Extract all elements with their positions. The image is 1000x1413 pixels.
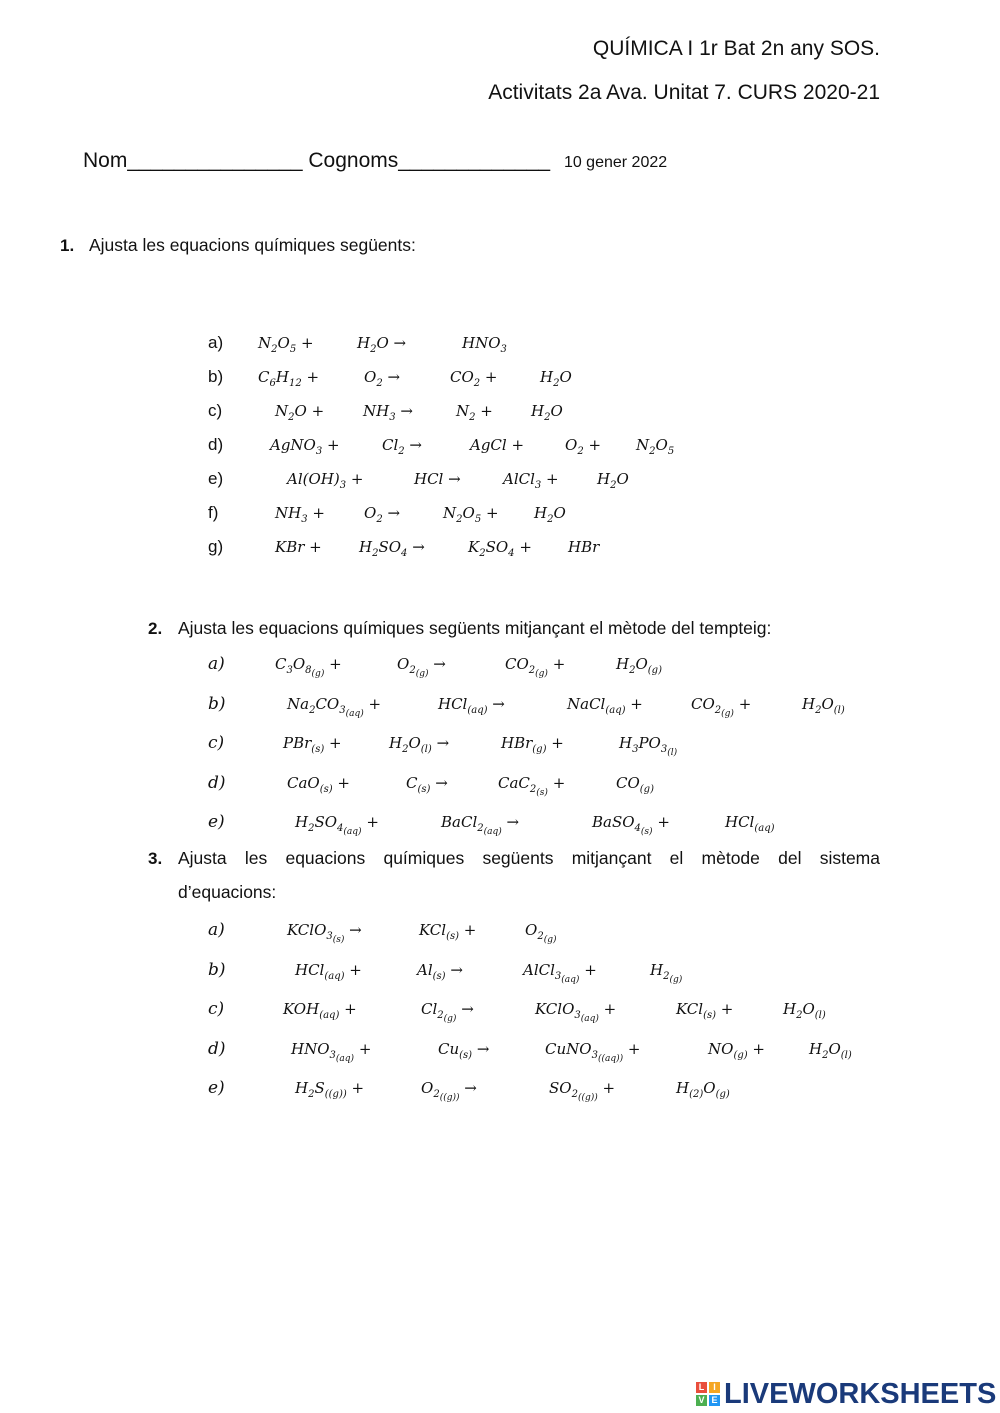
q3-equation-term: $Cl_{2_{(g)}}$ → xyxy=(421,1000,474,1024)
q2-equation-term: HCl$_{(aq)}$ → xyxy=(438,694,505,716)
q3-equation-term: $O_{2_{(g)}}$ xyxy=(525,921,557,945)
q3-equation-term: $H_2O_{(l)}$ xyxy=(809,1039,852,1061)
q1-equation-term: $CO_2$ + xyxy=(450,368,498,389)
q3-equation-term: $H_{2_{(g)}}$ xyxy=(650,960,683,985)
q1-equation-term: $H_2O$ xyxy=(597,470,629,491)
q1-equation-term: $N_2O_5$ + xyxy=(258,334,314,355)
q1-equation-term: AgNO$_3$ + xyxy=(270,436,340,457)
q3-equation-term: KCl$_{(s)}$ + xyxy=(676,1000,734,1021)
logo-grid-cell: E xyxy=(709,1395,720,1406)
date-text: 10 gener 2022 xyxy=(563,154,668,171)
q1-equation-term: AlCl$_3$ + xyxy=(503,470,559,491)
q2-equation-term: $H_2SO_{4_{(aq)}}$ + xyxy=(295,813,379,837)
q1-equation-term: $NH_3$ → xyxy=(363,402,413,423)
q3-item-label: b) xyxy=(208,959,226,980)
logo-grid-cell: V xyxy=(696,1395,707,1406)
activity-subtitle: Activitats 2a Ava. Unitat 7. CURS 2020-21 xyxy=(488,81,880,104)
q3-number: 3. xyxy=(148,849,163,868)
q2-equation-term: NaCl$_{(aq)}$ + xyxy=(567,694,643,716)
logo-grid-cell: I xyxy=(709,1382,720,1393)
q3-equation-term: $O_{2_{((g))}}$ → xyxy=(421,1079,477,1103)
q1-equation-term: $H_2SO_4$ → xyxy=(359,538,425,559)
q1-equation-term: $HNO_3$ xyxy=(462,334,507,355)
q1-equation-term: $N_2$ + xyxy=(456,402,493,423)
q1-equation-term: $N_2O_5$ + xyxy=(443,504,499,525)
q3-text-line1: Ajusta les equacions químiques següents mitjançant el mètode del sistema xyxy=(178,848,880,868)
q3-equation-term: AlCl$_{3_{(aq)}}$ + xyxy=(523,960,597,985)
q1-text: Ajusta les equacions químiques següents: xyxy=(89,235,416,255)
q2-number: 2. xyxy=(148,619,163,638)
q1-equation-term: $NH_3$ + xyxy=(275,504,325,525)
q2-equation-term: $O_{2_{(g)}}$ → xyxy=(397,655,446,679)
q1-item-label: f) xyxy=(208,503,219,522)
q2-equation-term: $CO_{2_{(g)}}$ + xyxy=(505,655,566,679)
q2-equation-term: $H_2O_{(l)}$ xyxy=(802,694,845,716)
q1-equation-term: $O_2$ → xyxy=(364,368,401,389)
q3-equation-term: KClO$_{3_{(s)}}$ → xyxy=(287,921,362,945)
q2-equation-term: $C_3O_{8_{(g)}}$ + xyxy=(275,655,342,679)
q2-text: Ajusta les equacions químiques següents mitjançant el mètode del tempteig: xyxy=(178,618,772,638)
q1-item-label: g) xyxy=(208,537,224,556)
q2-equation-term: $H_3PO_{3_{(l)}}$ xyxy=(619,734,678,758)
q1-equation-term: $H_2O$ xyxy=(531,402,563,423)
q2-equation-term: CaO$_{(s)}$ + xyxy=(287,773,350,795)
q2-item-label: e) xyxy=(208,812,225,832)
q3-equation-term: $H_{(2)}O_{(g)}$ xyxy=(676,1079,730,1100)
q3-equation-term: $HNO_{3_{(aq)}}$ + xyxy=(291,1039,372,1064)
q1-item-label: d) xyxy=(208,435,224,454)
q2-equation-term: $C_{(s)}$ → xyxy=(406,773,448,795)
q1-number: 1. xyxy=(60,236,75,255)
q2-item-label: a) xyxy=(208,654,225,674)
q1-equation-term: KBr + xyxy=(275,538,322,556)
name-line xyxy=(83,149,667,173)
q1-equation-term: $Al(OH)_3$ + xyxy=(287,470,364,491)
q1-item-label: b) xyxy=(208,367,224,386)
logo-text: LIVEWORKSHEETS xyxy=(724,1377,997,1410)
q3-item-label: d) xyxy=(208,1038,226,1059)
q1-equation-term: HCl → xyxy=(414,470,461,488)
q1-item-label: c) xyxy=(208,401,223,420)
q2-item-label: c) xyxy=(208,733,225,753)
q3-text-line2: d’equacions: xyxy=(178,882,277,902)
q1-equation-term: HBr xyxy=(568,538,600,556)
q2-equation-term: $CO_{(g)}$ xyxy=(616,773,654,795)
cognoms-field[interactable]: Cognoms_____________ xyxy=(308,149,551,172)
q3-item-label: a) xyxy=(208,920,225,940)
q1-equation-term: $K_2SO_4$ + xyxy=(468,538,532,559)
q3-equation-term: $H_2O_{(l)}$ xyxy=(783,1000,826,1021)
q2-equation-term: PBr$_{(s)}$ + xyxy=(283,734,342,755)
q2-equation-term: HBr$_{(g)}$ + xyxy=(501,734,564,755)
q1-equation-term: $N_2O_5$ xyxy=(636,436,675,457)
q1-item-label: a) xyxy=(208,333,224,352)
liveworksheets-logo xyxy=(696,1378,996,1410)
q3-equation-term: KClO$_{3_{(aq)}}$ + xyxy=(535,1000,617,1024)
q2-equation-term: $H_2O_{(g)}$ xyxy=(616,655,662,676)
q3-equation-term: CuNO$_{3_{((aq))}}$ + xyxy=(545,1039,641,1064)
q3-equation-term: $H_2S_{((g))}$ + xyxy=(295,1079,365,1100)
q1-equation-term: AgCl + xyxy=(470,436,525,454)
q1-equation-term: $H_2O$ → xyxy=(357,334,407,355)
q3-equation-term: $NO_{(g)}$ + xyxy=(708,1039,765,1061)
q2-equation-term: $Na_2CO_{3_{(aq)}}$ + xyxy=(287,694,382,719)
q2-equation-term: HCl$_{(aq)}$ xyxy=(725,813,775,834)
q1-item-label: e) xyxy=(208,469,224,488)
q1-equation-term: $Cl_2$ → xyxy=(382,436,422,457)
q2-equation-term: $H_2O_{(l)}$ → xyxy=(389,734,450,755)
q1-equation-term: $H_2O$ xyxy=(534,504,566,525)
q3-item-label: e) xyxy=(208,1078,225,1098)
q3-equation-term: HCl$_{(aq)}$ + xyxy=(295,960,362,982)
q3-equation-term: KCl$_{(s)}$ + xyxy=(419,921,477,942)
nom-field[interactable]: Nom_______________ xyxy=(83,149,303,172)
q2-item-label: b) xyxy=(208,693,226,714)
q1-equation-term: $H_2O$ xyxy=(540,368,572,389)
q1-equation-term: $O_2$ + xyxy=(565,436,602,457)
q2-equation-term: CaC$_{2_{(s)}}$ + xyxy=(498,773,566,798)
logo-grid-cell: L xyxy=(696,1382,707,1393)
q3-equation-term: $SO_{2_{((g))}}$ + xyxy=(549,1079,616,1103)
q2-item-label: d) xyxy=(208,772,226,793)
course-title: QUÍMICA I 1r Bat 2n any SOS. xyxy=(592,37,880,60)
q3-equation-term: $KOH_{(aq)}$ + xyxy=(283,1000,357,1021)
q3-item-label: c) xyxy=(208,999,225,1019)
q1-equation-term: $N_2O$ + xyxy=(275,402,325,423)
q2-equation-term: $CO_{2_{(g)}}$ + xyxy=(691,694,752,719)
q3-equation-term: $Cu_{(s)}$ → xyxy=(438,1039,490,1061)
q1-equation-term: $C_6H_{12}$ + xyxy=(258,368,320,389)
logo-grid-icon xyxy=(696,1382,720,1406)
q2-equation-term: BaSO$_{4_{(s)}}$ + xyxy=(592,813,670,837)
q1-equation-term: $O_2$ → xyxy=(364,504,401,525)
q3-equation-term: $Al_{(s)}$ → xyxy=(417,960,463,982)
q2-equation-term: BaCl$_{2_{(aq)}}$ → xyxy=(441,813,520,837)
